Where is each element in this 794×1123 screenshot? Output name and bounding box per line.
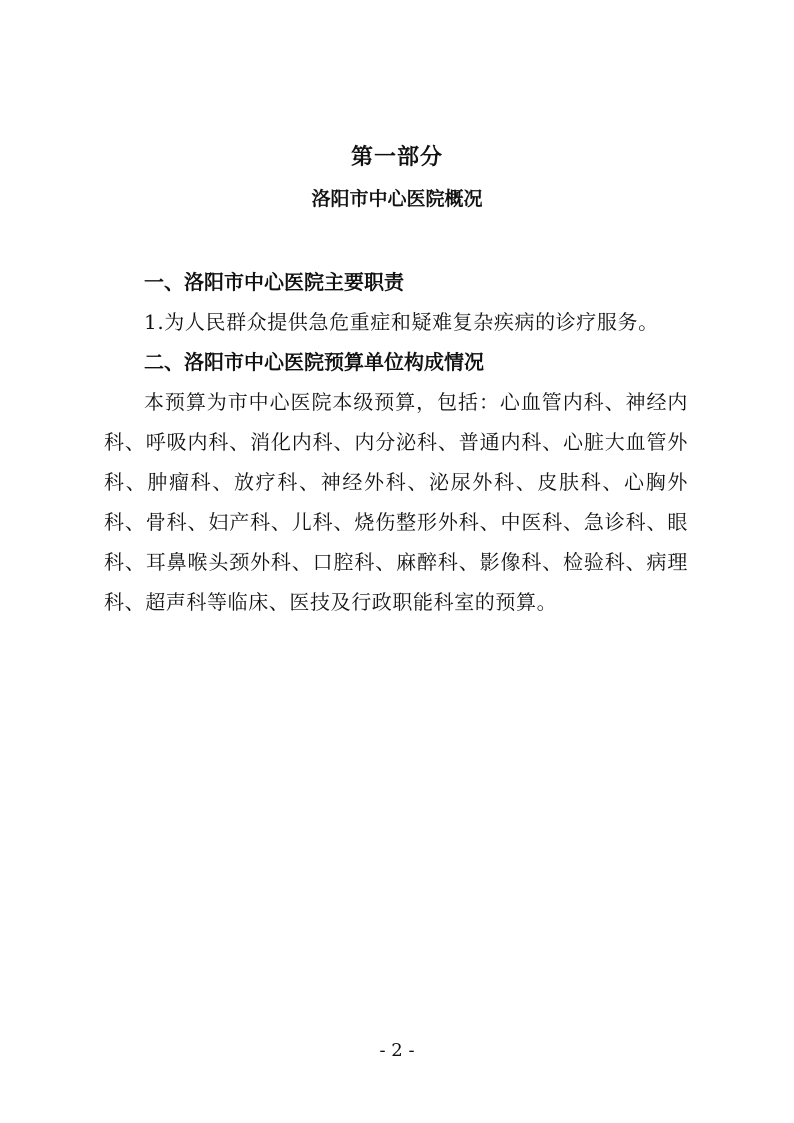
part-title: 第一部分	[350, 145, 443, 170]
section-heading-composition: 二、洛阳市中心医院预算单位构成情况	[144, 350, 484, 374]
page-number: - 2 -	[379, 1040, 415, 1061]
document-subtitle: 洛阳市中心医院概况	[311, 188, 483, 210]
document-body	[104, 262, 688, 622]
section-heading-duties: 一、洛阳市中心医院主要职责	[144, 270, 404, 294]
duty-item: 1.为人民群众提供急危重症和疑难复杂疾病的诊疗服务。	[144, 310, 659, 334]
composition-paragraph: 本预算为市中心医院本级预算，包括：心血管内科、神经内科、呼吸内科、消化内科、内分泌科、普通内科、心脏大血管外科、肿瘤科、放疗科、神经外科、泌尿外科、皮肤科、心胸外科、骨科、妇产科、儿科、烧伤整形外科、中医科、急诊科、眼科、耳鼻喉头颈外科、口腔科、麻醉科、影像科、检验科、病理科、超声科等临床、医技及行政职能科室的预算。	[104, 390, 688, 614]
